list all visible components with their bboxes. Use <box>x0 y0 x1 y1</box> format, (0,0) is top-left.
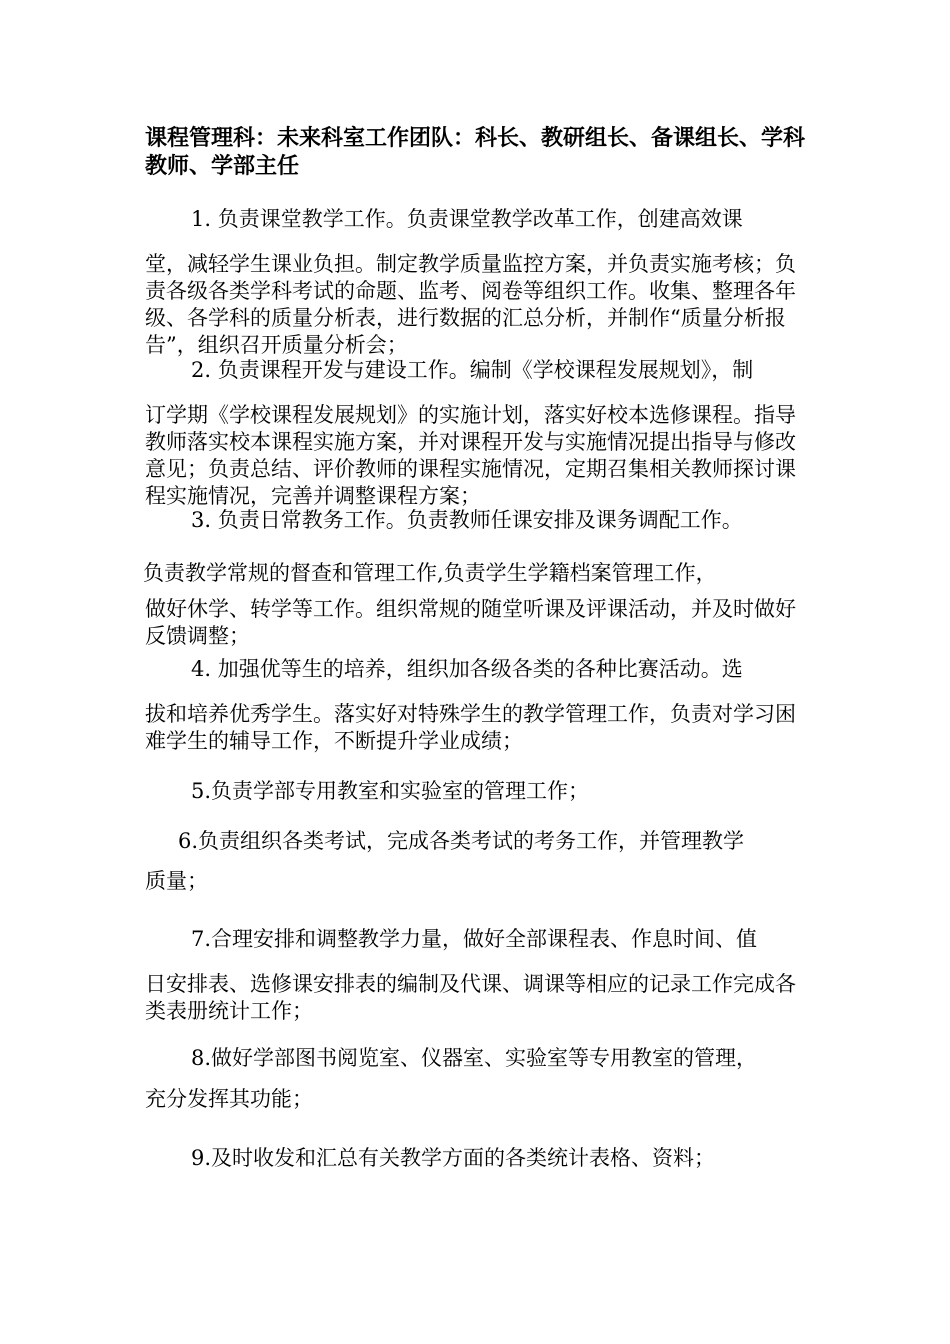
paragraph-first-line: 5.负责学部专用教室和实验室的管理工作； <box>191 779 590 803</box>
paragraph-body: 做好休学、转学等工作。组织常规的随堂听课及评课活动，并及时做好反馈调整； <box>145 597 796 648</box>
document-title: 课程管理科：未来科室工作团队：科长、教研组长、备课组长、学科教师、学部主任 <box>145 125 806 179</box>
paragraph-body: 堂，减轻学生课业负担。制定教学质量监控方案，并负责实施考核；负责各级各类学科考试的命题、监考、阅卷等组织工作。收集、整理各年级、各学科的质量分析表，进行数据的汇总分析，并制作“质量分析报告”，组织召开质量分析会； <box>145 252 796 357</box>
paragraph-item-5 <box>145 776 807 806</box>
paragraph-line: 负责教学常规的督查和管理工作,负责学生学籍档案管理工作， <box>143 561 717 585</box>
paragraph-first-line: 9.及时收发和汇总有关教学方面的各类统计表格、资料； <box>191 1146 716 1170</box>
paragraph-body: 充分发挥其功能； <box>145 1087 313 1111</box>
paragraph-first-line: 4. 加强优等生的培养，组织加各级各类的各种比赛活动。选 <box>191 657 743 681</box>
paragraph-item-7 <box>145 924 807 1025</box>
paragraph-first-line: 7.合理安排和调整教学力量，做好全部课程表、作息时间、值 <box>191 927 758 951</box>
paragraph-item-3 <box>145 505 807 650</box>
paragraph-item-4 <box>145 654 807 755</box>
paragraph-body: 质量； <box>145 869 208 893</box>
paragraph-body: 订学期《学校课程发展规划》的实施计划，落实好校本选修课程。指导教师落实校本课程实施方案，并对课程开发与实施情况提出指导与修改意见；负责总结、评价教师的课程实施情况，定期召集相关教师探讨课程实施情况，完善并调整课程方案； <box>145 403 796 508</box>
paragraph-body: 拔和培养优秀学生。落实好对特殊学生的教学管理工作，负责对学习困难学生的辅导工作，不断提升学业成绩； <box>145 702 796 753</box>
paragraph-item-2 <box>145 355 807 510</box>
paragraph-first-line: 3. 负责日常教务工作。负责教师任课安排及课务调配工作。 <box>191 508 743 532</box>
paragraph-first-line: 6.负责组织各类考试，完成各类考试的考务工作，并管理教学 <box>178 829 745 853</box>
paragraph-first-line: 1. 负责课堂教学工作。负责课堂教学改革工作，创建高效课 <box>191 207 743 231</box>
paragraph-first-line: 8.做好学部图书阅览室、仪器室、实验室等专用教室的管理， <box>191 1046 758 1070</box>
paragraph-item-8 <box>145 1043 807 1113</box>
paragraph-item-1 <box>145 204 807 359</box>
paragraph-first-line: 2. 负责课程开发与建设工作。编制《学校课程发展规划》，制 <box>191 358 754 382</box>
paragraph-body: 日安排表、选修课安排表的编制及代课、调课等相应的记录工作完成各类表册统计工作； <box>145 972 796 1023</box>
paragraph-item-6 <box>145 826 807 895</box>
paragraph-item-9 <box>145 1143 807 1173</box>
